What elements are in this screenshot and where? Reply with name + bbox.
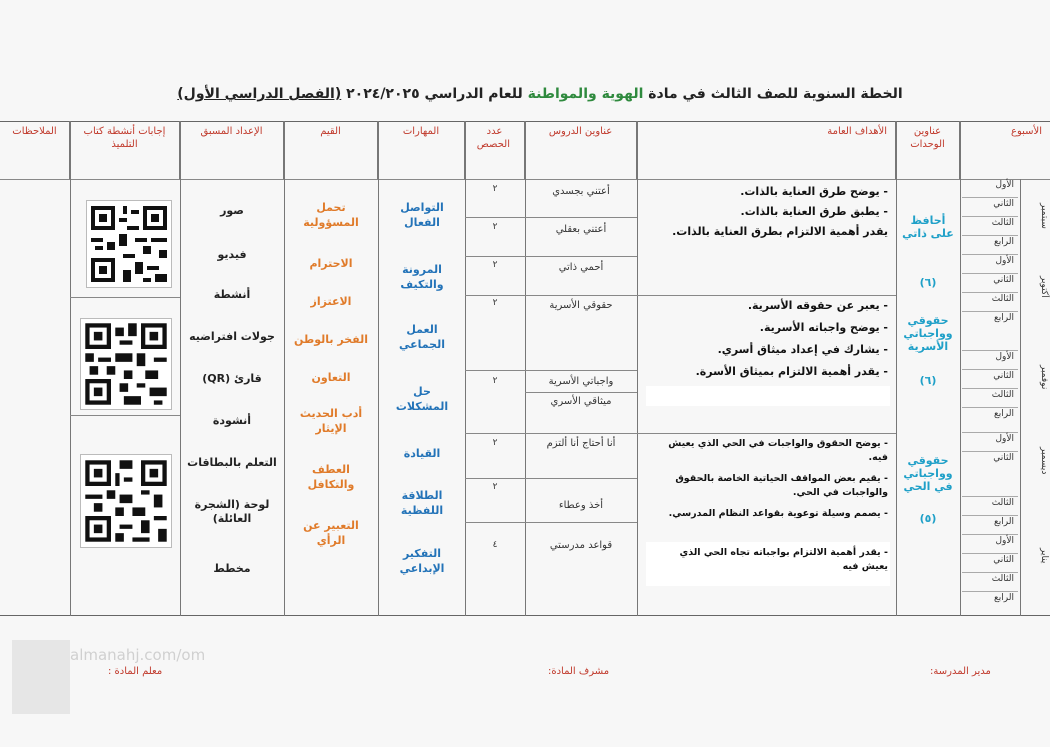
col-line (1020, 179, 1021, 616)
title-year: للعام الدراسي ٢٠٢٤/٢٠٢٥ (346, 86, 523, 102)
week-cell: الأول (962, 536, 1018, 554)
lesson-periods: ٢ (492, 376, 498, 386)
month-label: يناير (1039, 548, 1049, 564)
skill-item: الطلاقة اللفظية (400, 489, 444, 517)
lesson-title: حقوقي الأسرية (549, 300, 613, 311)
value-item: التعبير عن الرأي (303, 519, 359, 547)
lesson-title: أعتني بجسدي (552, 186, 610, 197)
header-skills: المهارات (378, 121, 465, 179)
skill-item: القيادة (403, 447, 441, 460)
value-item: العطف والتكافل (307, 463, 355, 491)
week-cell: الثاني (962, 371, 1018, 389)
unit-count: (٦) (919, 276, 937, 289)
skill-item: التواصل الفعال (400, 201, 444, 229)
skill-item: المرونة والتكيف (400, 263, 444, 291)
title-part1: الخطة السنوية للصف الثالث في مادة (648, 86, 903, 102)
row-line (525, 392, 637, 393)
goal-item: - يقدر أهمية الالتزام بواجباته تجاه الحي الذي يعيش فيه (679, 547, 888, 572)
unit-name: أحافظ على ذاتي (902, 214, 954, 240)
goal-item: - يوضح الحقوق والواجبات في الحي الذي يعيش فيه. (668, 438, 888, 463)
goal-item: - يشارك في إعداد ميثاق أسري. (717, 343, 888, 356)
row-line (465, 522, 637, 523)
week-cell: الرابع (962, 237, 1018, 255)
lesson-title: أعتني بعقلي (555, 224, 607, 235)
unit-name: حقوقي وواجباتي في الحي (903, 454, 953, 493)
row-line (465, 295, 896, 296)
lesson-title: أخذ وعطاء (558, 500, 604, 511)
month-label: أكتوبر (1039, 276, 1049, 298)
skill-item: التفكير الإبداعي (399, 547, 445, 575)
principal-label: مدير المدرسة: (930, 666, 991, 677)
col-line (70, 121, 71, 616)
header-lessons: عناوين الدروس (525, 121, 637, 179)
col-line (637, 121, 638, 616)
header-prep: الإعداد المسبق (180, 121, 284, 179)
week-cell: الرابع (962, 313, 1018, 351)
prep-item: التعلم بالبطاقات (187, 456, 277, 469)
prep-item: فيديو (217, 248, 247, 261)
goal-item: - يوضح واجباته الأسرية. (759, 321, 888, 334)
value-item: التعاون (311, 371, 351, 384)
title-subject: الهوية والمواطنة (527, 86, 644, 102)
goal-item: - يقدر أهمية الالتزام بميثاق الأسرة. (695, 365, 888, 378)
row-line (70, 415, 180, 416)
lesson-periods: ٢ (492, 260, 498, 270)
goal-item: - يوضح طرق العناية بالذات. (740, 185, 888, 198)
week-cell: الثاني (962, 275, 1018, 293)
header-week: الأسبوع (1010, 126, 1042, 137)
week-cell: الثاني (962, 199, 1018, 217)
goal-item: - يطبق طرق العناية بالذات. (740, 205, 888, 218)
lesson-title: قواعد مدرستي (549, 540, 613, 551)
value-item: تحمل المسؤولية (303, 201, 359, 229)
month-label: ديسمبر (1039, 447, 1049, 475)
goal-item: - يقيم بعض المواقف الحياتية الخاصة بالحقوق والواجبات في الحي. (675, 473, 888, 498)
title-semester: (الفصل الدراسي الأول) (177, 86, 342, 102)
goal-item: - يصمم وسيلة توعوية بقواعد النظام المدرسي. (668, 508, 888, 519)
prep-item: جولات افتراضيه (189, 330, 275, 343)
header-notes: الملاحظات (0, 121, 70, 179)
week-cell: الأول (962, 434, 1018, 452)
goal-blank (646, 386, 890, 406)
row-line (465, 217, 637, 218)
value-item: الفخر بالوطن (294, 333, 368, 346)
lesson-periods: ٢ (492, 438, 498, 448)
teacher-label: معلم المادة : (108, 666, 163, 677)
lesson-periods: ٢ (492, 298, 498, 308)
lesson-title: واجباتي الأسرية (548, 376, 614, 387)
value-item: الاحترام (309, 257, 353, 270)
watermark-text: almanahj.com/om (70, 646, 206, 664)
col-line (896, 121, 897, 616)
header-answers: إجابات أنشطة كتاب التلميذ (70, 121, 180, 179)
skill-item: حل المشكلات (395, 385, 449, 413)
col-line (960, 121, 961, 616)
row-line (465, 433, 896, 434)
lesson-title: ميثاقي الأسري (550, 396, 612, 407)
lesson-periods: ٢ (492, 184, 498, 194)
goal-item: - يعبر عن حقوقه الأسرية. (747, 299, 888, 312)
prep-item: لوحة (الشجرة العائلة) (194, 498, 270, 525)
col-line (465, 121, 466, 616)
week-cell: الثالث (962, 390, 1018, 408)
row-line (465, 478, 637, 479)
header-goals: الأهداف العامة (637, 121, 896, 179)
week-cell: الثالث (962, 574, 1018, 592)
value-item: أدب الحديث الإيثار (299, 407, 363, 435)
week-cell: الرابع (962, 409, 1018, 433)
skill-item: العمل الجماعي (399, 323, 445, 351)
lesson-title: أنا أحتاج أنا ألتزم (546, 438, 616, 449)
month-label: سبتمبر (1039, 203, 1049, 229)
qr-code-1[interactable] (86, 200, 172, 288)
goal-item: يقدر أهمية الالتزام بطرق العناية بالذات. (672, 225, 888, 238)
prep-item: مخطط (213, 562, 251, 575)
value-item: الاعتزاز (310, 295, 352, 308)
col-line (378, 121, 379, 616)
supervisor-label: مشرف المادة: (548, 666, 610, 677)
col-line (180, 121, 181, 616)
week-cell: الثاني (962, 555, 1018, 573)
prep-item: أنشودة (212, 414, 252, 427)
month-label: نوفمبر (1039, 364, 1049, 390)
week-cell: الثالث (962, 218, 1018, 236)
col-line (284, 121, 285, 616)
prep-item: صور (220, 204, 244, 217)
week-cell: الثالث (962, 294, 1018, 312)
qr-code-3[interactable] (80, 454, 172, 548)
lesson-periods: ٢ (492, 222, 498, 232)
lesson-title: أحمي ذاتي (558, 262, 604, 273)
week-cell: الثاني (962, 453, 1018, 497)
page-title (140, 86, 940, 102)
row-line (465, 370, 637, 371)
qr-code-2[interactable] (80, 318, 172, 410)
week-cell: الثالث (962, 498, 1018, 516)
header-units: عناوين الوحدات (896, 121, 960, 179)
unit-name: حقوقي وواجباتي الأسرية (903, 314, 953, 353)
header-periods: عدد الحصص (465, 121, 525, 179)
row-line (70, 297, 180, 298)
week-cell: الرابع (993, 593, 1014, 603)
week-cell: الأول (962, 256, 1018, 274)
col-line (525, 121, 526, 616)
lesson-periods: ٢ (492, 482, 498, 492)
prep-item: قارئ (QR) (202, 372, 262, 385)
week-cell: الأول (962, 352, 1018, 370)
unit-count: (٥) (919, 512, 937, 525)
row-line (465, 256, 637, 257)
week-cell: الأول (962, 180, 1018, 198)
prep-item: أنشطة (213, 288, 251, 301)
watermark-logo (12, 640, 70, 714)
lesson-periods: ٤ (492, 540, 498, 550)
week-cell: الرابع (962, 517, 1018, 535)
unit-count: (٦) (919, 374, 937, 387)
header-values: القيم (284, 121, 378, 179)
